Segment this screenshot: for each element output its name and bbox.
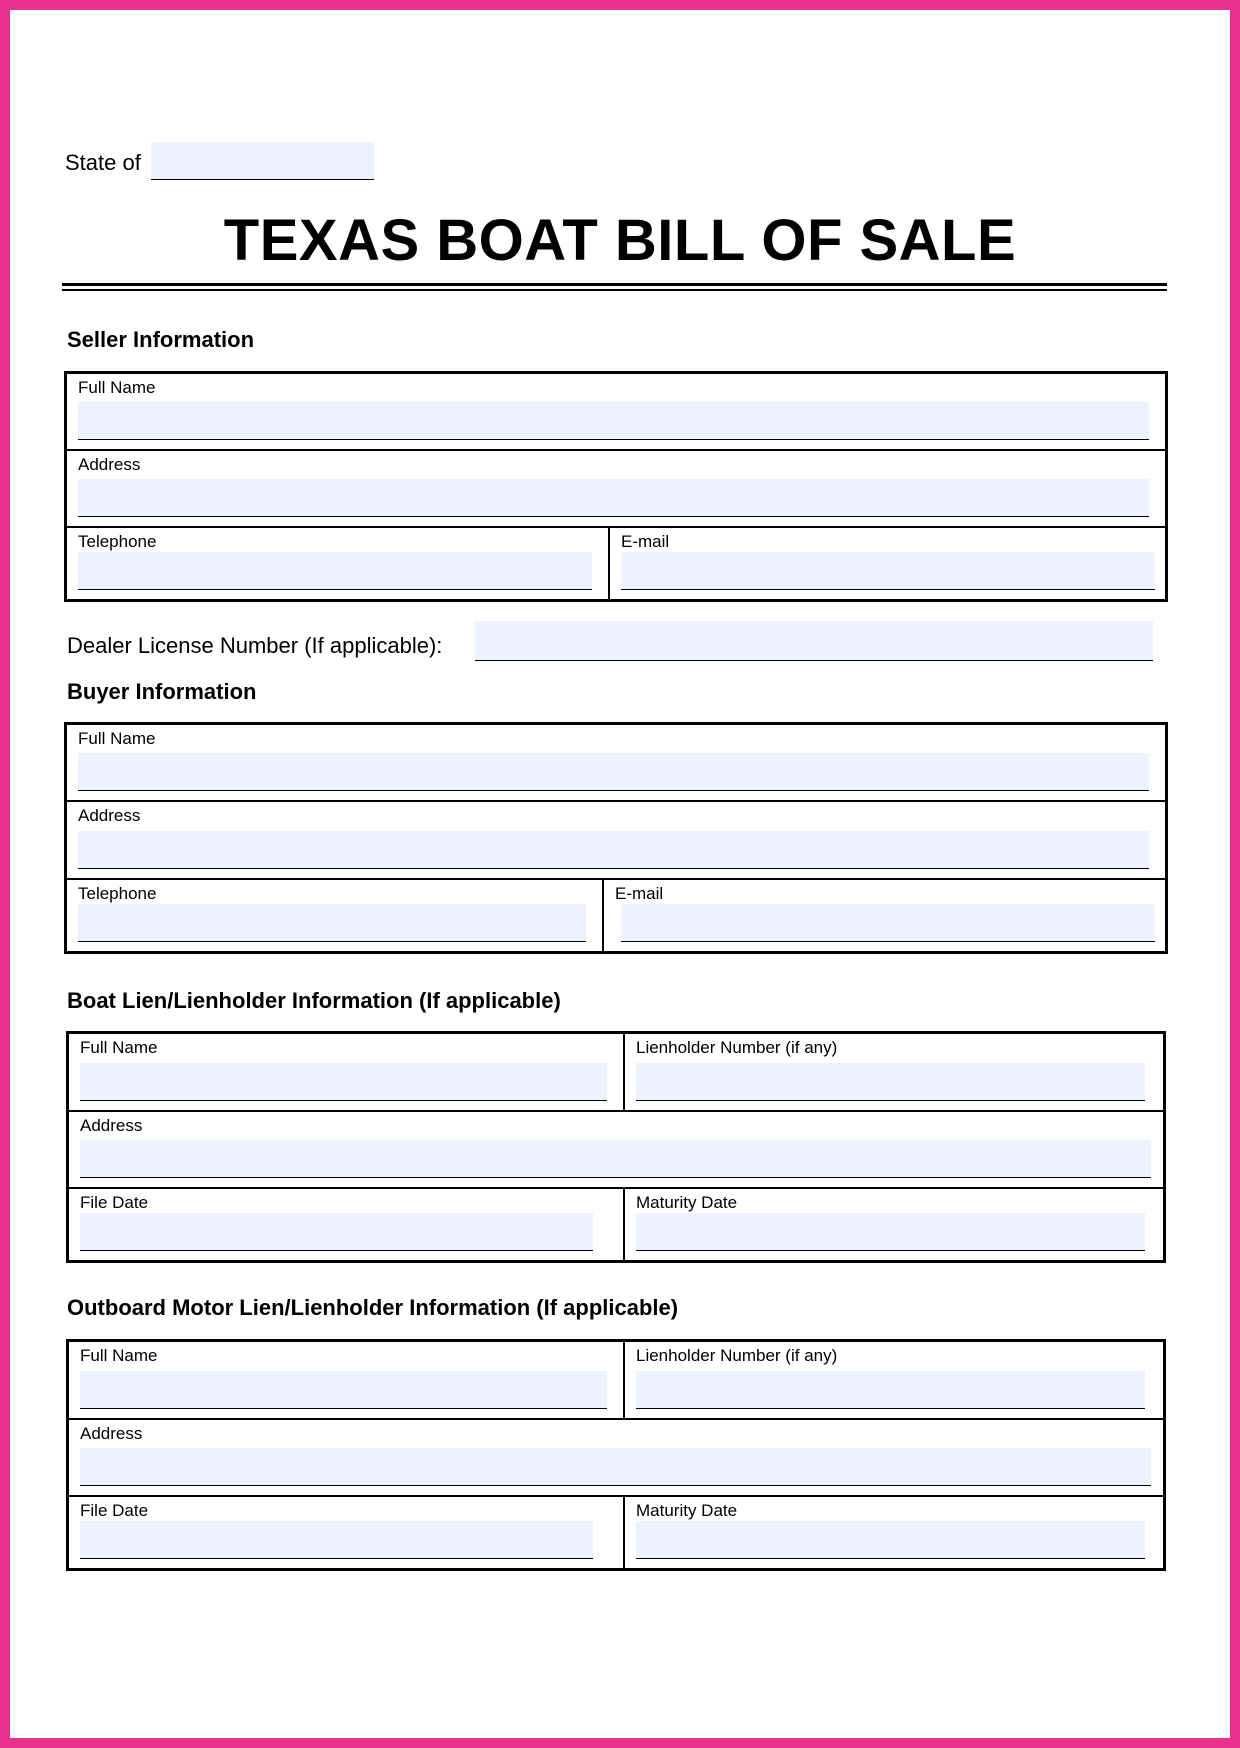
seller-address-input[interactable] [78, 479, 1149, 517]
seller-contact-row [67, 526, 1165, 599]
buyer-full-name-row [67, 725, 1165, 800]
boat-lien-maturity-date-input[interactable] [636, 1213, 1145, 1251]
motor-lien-address-cell [69, 1420, 1163, 1495]
buyer-address-cell [67, 802, 1165, 878]
motor-lien-full-name-label: Full Name [80, 1346, 158, 1365]
boat-lien-dates-row [69, 1187, 1163, 1260]
seller-full-name-input[interactable] [78, 402, 1149, 440]
seller-full-name-label: Full Name [78, 378, 156, 397]
boat-lien-number-input[interactable] [636, 1063, 1145, 1101]
boat-lien-address-row [69, 1110, 1163, 1187]
boat-lien-maturity-date-cell [623, 1189, 1163, 1260]
buyer-email-cell [602, 880, 1165, 951]
motor-lien-file-date-label: File Date [80, 1501, 149, 1520]
motor-lien-dates-row [69, 1495, 1163, 1568]
boat-lien-full-name-cell [69, 1034, 623, 1110]
motor-lien-number-cell [623, 1342, 1163, 1418]
boat-lien-name-row [69, 1034, 1163, 1110]
boat-lien-address-input[interactable] [80, 1140, 1151, 1178]
document-title: TEXAS BOAT BILL OF SALE [223, 208, 1017, 273]
state-label: State of [65, 150, 141, 175]
motor-lien-number-input[interactable] [636, 1371, 1145, 1409]
buyer-form-box [64, 722, 1168, 954]
motor-lien-file-date-cell [69, 1497, 623, 1568]
buyer-full-name-input[interactable] [78, 753, 1149, 791]
buyer-full-name-cell [67, 725, 1165, 800]
title-double-rule [62, 283, 1167, 291]
seller-telephone-label: Telephone [78, 532, 157, 551]
state-input[interactable] [151, 142, 374, 180]
boat-lien-address-cell [69, 1112, 1163, 1187]
motor-lien-address-label: Address [80, 1424, 143, 1443]
boat-lien-file-date-cell [69, 1189, 623, 1260]
seller-telephone-input[interactable] [78, 552, 592, 590]
motor-lien-full-name-input[interactable] [80, 1371, 607, 1409]
buyer-contact-row [67, 878, 1165, 951]
boat-lien-section-heading: Boat Lien/Lienholder Information (If applicable) [67, 988, 561, 1013]
boat-lien-file-date-input[interactable] [80, 1213, 593, 1251]
buyer-address-label: Address [78, 806, 141, 825]
boat-lien-number-cell [623, 1034, 1163, 1110]
buyer-full-name-label: Full Name [78, 729, 156, 748]
boat-lien-full-name-input[interactable] [80, 1063, 607, 1101]
boat-lien-form-box [66, 1031, 1166, 1263]
seller-address-cell [67, 451, 1165, 526]
motor-lien-maturity-date-input[interactable] [636, 1521, 1145, 1559]
motor-lien-maturity-date-cell [623, 1497, 1163, 1568]
motor-lien-name-row [69, 1342, 1163, 1418]
buyer-telephone-input[interactable] [78, 904, 586, 942]
seller-email-label: E-mail [621, 532, 670, 551]
buyer-address-row [67, 800, 1165, 878]
motor-lien-section-heading: Outboard Motor Lien/Lienholder Information (If applicable) [67, 1295, 679, 1320]
buyer-section-heading: Buyer Information [67, 679, 257, 704]
boat-lien-full-name-label: Full Name [80, 1038, 158, 1057]
seller-email-input[interactable] [621, 552, 1155, 590]
boat-lien-maturity-date-label: Maturity Date [636, 1193, 738, 1212]
buyer-telephone-cell [67, 880, 602, 951]
buyer-address-input[interactable] [78, 831, 1149, 869]
seller-telephone-cell [67, 528, 608, 599]
seller-address-label: Address [78, 455, 141, 474]
seller-email-cell [608, 528, 1165, 599]
seller-full-name-row [67, 374, 1165, 449]
dealer-license-label: Dealer License Number (If applicable): [67, 633, 443, 658]
motor-lien-maturity-date-label: Maturity Date [636, 1501, 738, 1520]
motor-lien-address-row [69, 1418, 1163, 1495]
motor-lien-form-box [66, 1339, 1166, 1571]
buyer-email-label: E-mail [615, 884, 664, 903]
motor-lien-full-name-cell [69, 1342, 623, 1418]
seller-full-name-cell [67, 374, 1165, 449]
seller-section-heading: Seller Information [67, 327, 255, 352]
seller-form-box [64, 371, 1168, 602]
motor-lien-address-input[interactable] [80, 1448, 1151, 1486]
buyer-telephone-label: Telephone [78, 884, 157, 903]
motor-lien-file-date-input[interactable] [80, 1521, 593, 1559]
buyer-email-input[interactable] [621, 904, 1155, 942]
boat-lien-number-label: Lienholder Number (if any) [636, 1038, 838, 1057]
dealer-license-input[interactable] [475, 621, 1153, 661]
boat-lien-address-label: Address [80, 1116, 143, 1135]
boat-lien-file-date-label: File Date [80, 1193, 149, 1212]
motor-lien-number-label: Lienholder Number (if any) [636, 1346, 838, 1365]
seller-address-row [67, 449, 1165, 526]
